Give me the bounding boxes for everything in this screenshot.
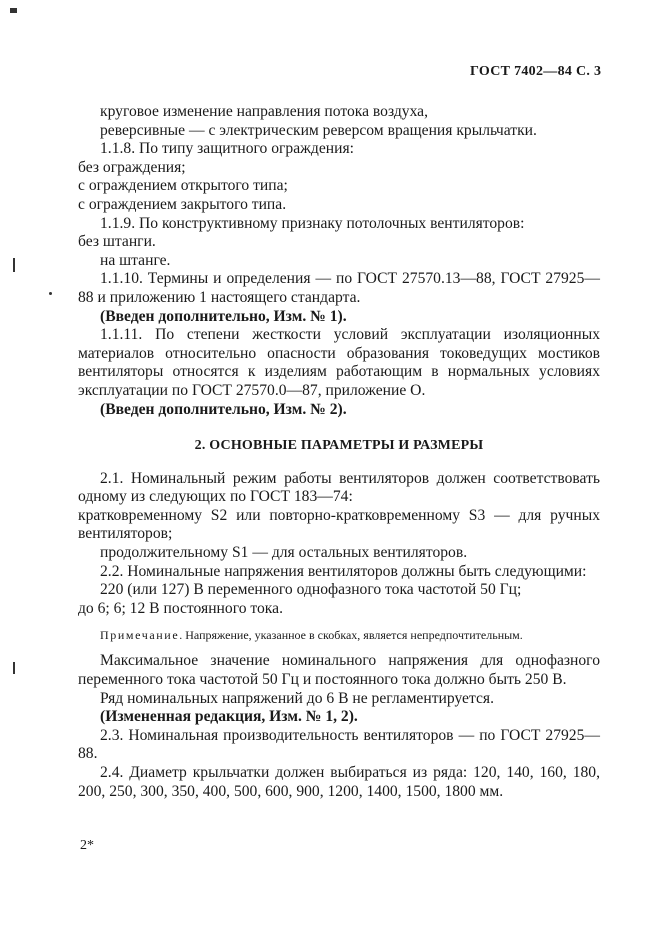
paragraph: до 6; 6; 12 В постоянного тока. — [78, 599, 283, 617]
margin-scan-mark — [49, 292, 52, 295]
section-heading: 2. ОСНОВНЫЕ ПАРАМЕТРЫ И РАЗМЕРЫ — [194, 438, 484, 454]
amendment-note: (Введен дополнительно, Изм. № 2). — [100, 400, 347, 418]
paragraph: без штанги. — [78, 233, 156, 251]
paragraph: 2.1. Номинальный режим работы вентиляторов должен соответствовать одному из следующих по ГОСТ 183—74: — [78, 469, 600, 506]
margin-scan-mark — [13, 258, 15, 272]
paragraph: Ряд номинальных напряжений до 6 В не регламентируется. — [100, 689, 494, 707]
paragraph: 1.1.8. По типу защитного ограждения: — [100, 140, 354, 158]
paragraph: с ограждением закрытого типа. — [78, 195, 287, 213]
amendment-note: (Введен дополнительно, Изм. № 1). — [100, 307, 347, 325]
page-header: ГОСТ 7402—84 С. 3 — [470, 64, 602, 79]
paragraph: реверсивные — с электрическим реверсом вращения крыльчатки. — [100, 121, 537, 139]
paragraph: 220 (или 127) В переменного однофазного тока частотой 50 Гц; — [100, 581, 522, 599]
paragraph: на штанге. — [100, 251, 171, 269]
paragraph: 1.1.9. По конструктивному признаку потолочных вентиляторов: — [100, 214, 525, 232]
paragraph: 2.3. Номинальная производительность вентиляторов — по ГОСТ 27925—88. — [78, 726, 600, 763]
note — [78, 628, 600, 643]
document-body — [78, 103, 600, 801]
amendment-note: (Измененная редакция, Изм. № 1, 2). — [100, 708, 358, 726]
note-label: Примечание — [100, 628, 180, 643]
paragraph: круговое изменение направления потока воздуха, — [100, 103, 429, 120]
corner-scan-mark — [10, 8, 17, 13]
paragraph: 1.1.11. По степени жесткости условий эксплуатации изоляционных материалов относительно опасности образования токоведущих мостиков вентиляторы относятся к изделиям работающим в нормальных условиях эксплуатации по ГОСТ 27570.0—87, приложение О. — [78, 326, 600, 399]
note-text: . Напряжение, указанное в скобках, является непредпочтительным. — [179, 628, 523, 643]
paragraph: 2.4. Диаметр крыльчатки должен выбираться из ряда: 120, 140, 160, 180, 200, 250, 300, 350, 400, 500, 600, 900, 1200, 1400, 1500, 1800 мм. — [78, 764, 600, 800]
paragraph: Максимальное значение номинального напряжения для однофазного переменного тока частотой 50 Гц и постоянного тока должно быть 250 В. — [78, 652, 600, 689]
paragraph: без ограждения; — [78, 158, 186, 176]
margin-scan-mark — [13, 662, 15, 674]
paragraph: с ограждением открытого типа; — [78, 177, 288, 195]
paragraph: 1.1.10. Термины и определения — по ГОСТ 27570.13—88, ГОСТ 27925—88 и приложению 1 настоящего стандарта. — [78, 270, 600, 306]
page-footer-mark: 2* — [80, 838, 94, 853]
paragraph: 2.2. Номинальные напряжения вентиляторов должны быть следующими: — [100, 562, 587, 580]
paragraph: продолжительному S1 — для остальных вентиляторов. — [100, 544, 468, 562]
paragraph: кратковременному S2 или повторно-кратковременному S3 — для ручных вентиляторов; — [78, 506, 600, 543]
